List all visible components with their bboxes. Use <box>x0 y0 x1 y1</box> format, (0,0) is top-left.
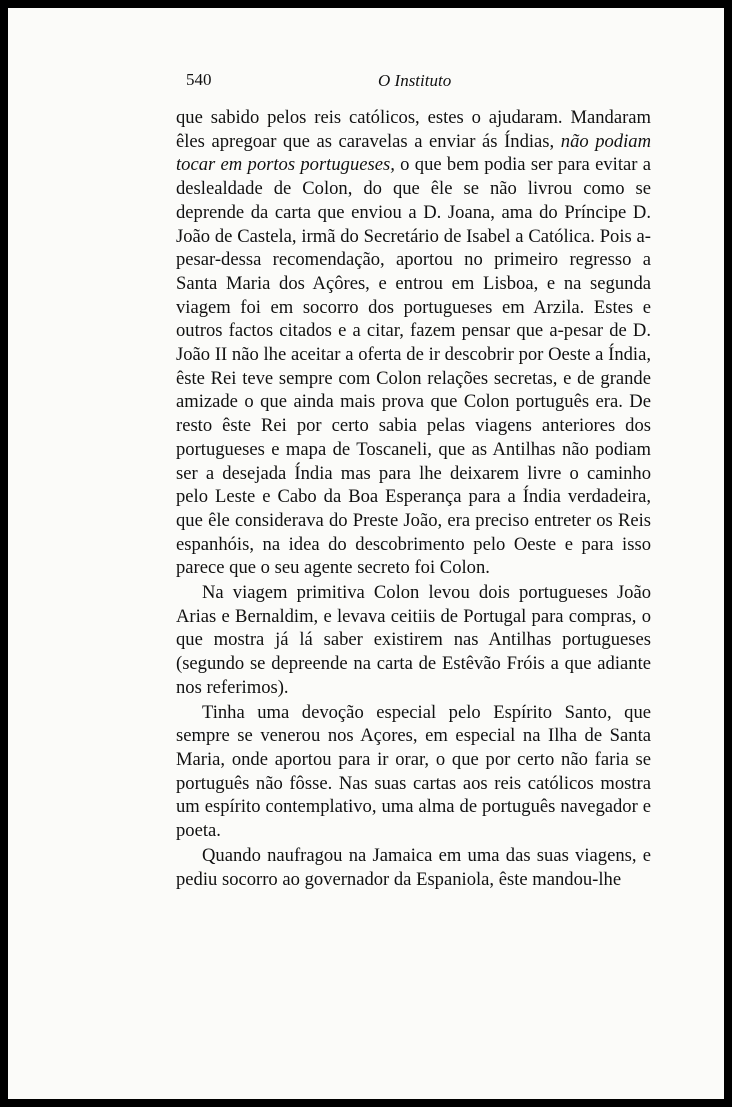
paragraph-3: Tinha uma devoção especial pelo Espírito Santo, que sempre se venerou nos Açores, em especial na Ilha de Santa Maria, onde aportou para ir orar, o que por certo não faria se português não fôsse. Nas suas cartas aos reis católicos mostra um espírito contemplativo, uma alma de português navegador e poeta. <box>176 701 651 842</box>
paragraph-1-text-end: o que bem podia ser para evitar a deslealdade de Colon, do que êle se não livrou como se deprende da carta que enviou a D. Joana, ama do Príncipe D. João de Castela, irmã do Secretário de Isabel a Católica. Pois a-pesar-dessa recomendação, aportou no primeiro regresso a Santa Maria dos Açôres, e entrou em Lisboa, e na segunda viagem foi em socorro dos portugueses em Arzila. Estes e outros factos citados e a citar, fazem pensar que a-pesar de D. João II não lhe aceitar a oferta de ir descobrir por Oeste a Índia, êste Rei teve sempre com Colon relações secretas, e de grande amizade o que ainda mais prova que Colon português era. De resto êste Rei por certo sabia pelas viagens anteriores dos portugueses e mapa de Toscaneli, que as Antilhas não podiam ser a desejada Índia mas para lhe deixarem livre o caminho pelo Leste e Cabo da Boa Esperança para a Índia verdadeira, que êle considerava do Preste João, era preciso entreter os Reis espanhóis, na idea do descobrimento pelo Oeste e para isso parece que o seu agente secreto foi Colon. <box>176 154 651 579</box>
page-header <box>8 70 724 96</box>
page-number: 540 <box>186 70 212 89</box>
emphasized-phrase: não podiam tocar em portos portugueses, <box>176 130 651 176</box>
running-title: O Instituto <box>378 71 452 90</box>
paragraph-1 <box>176 106 651 580</box>
book-page <box>8 8 724 1099</box>
paragraph-1-text-start: que sabido pelos reis católicos, estes o ajudaram. Mandaram êles apregoar que as caravelas a enviar ás Índias, <box>176 107 651 152</box>
paragraph-4: Quando naufragou na Jamaica em uma das suas viagens, e pediu socorro ao governador da Espaniola, êste mandou-lhe <box>176 844 651 890</box>
paragraph-2: Na viagem primitiva Colon levou dois portugueses João Arias e Bernaldim, e levava ceitiis de Portugal para compras, o que mostra já lá saber existirem nas Antilhas portugueses (segundo se depreende na carta de Estêvão Fróis a que adiante nos referimos). <box>176 582 651 698</box>
body-text <box>176 106 651 891</box>
